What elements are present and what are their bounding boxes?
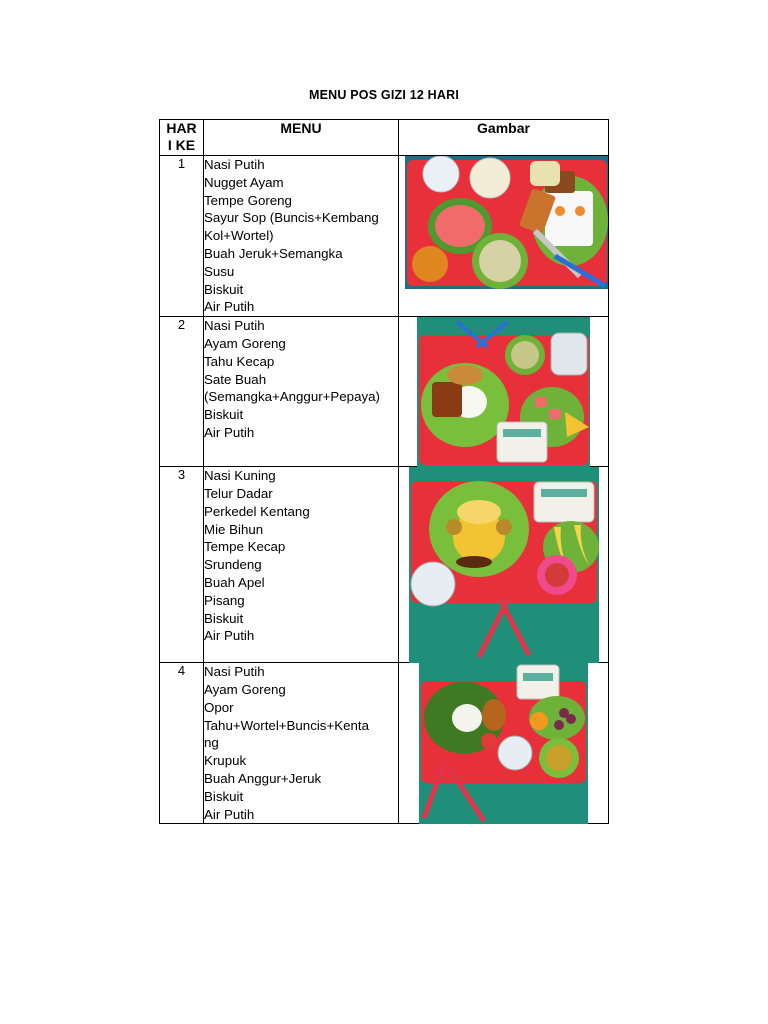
list-item: (Semangka+Anggur+Pepaya) xyxy=(204,389,380,405)
list-item: Biskuit xyxy=(204,281,244,297)
header-row xyxy=(160,120,609,156)
list-item: Tahu Kecap xyxy=(204,353,275,369)
day-header-line1: HAR xyxy=(166,120,197,136)
food-photo-day-4 xyxy=(419,663,588,824)
list-item: Tahu+Wortel+Buncis+Kenta xyxy=(204,717,369,733)
list-item: Nugget Ayam xyxy=(204,174,284,190)
list-item: Air Putih xyxy=(204,299,255,315)
table-row xyxy=(160,156,609,317)
list-item: Air Putih xyxy=(204,806,255,822)
list-item: Air Putih xyxy=(204,628,255,644)
list-item: Sate Buah xyxy=(204,371,267,387)
day-number: 3 xyxy=(160,467,204,663)
menu-table xyxy=(159,119,609,824)
menu-items-list xyxy=(204,317,399,467)
list-item: Nasi Kuning xyxy=(204,468,276,484)
day-header-line2: I KE xyxy=(167,137,196,153)
table-row xyxy=(160,663,609,824)
food-photo-day-1 xyxy=(405,156,608,289)
list-item: Mie Bihun xyxy=(204,521,264,537)
list-item: Krupuk xyxy=(204,753,247,769)
document-title: MENU POS GIZI 12 HARI xyxy=(308,88,460,102)
list-item: Tempe Goreng xyxy=(204,192,292,208)
list-item: Buah Apel xyxy=(204,574,265,590)
picture-header: Gambar xyxy=(399,120,609,156)
list-item: Biskuit xyxy=(204,407,244,423)
menu-header: MENU xyxy=(204,120,399,156)
menu-items-list xyxy=(204,156,399,317)
list-item: Perkedel Kentang xyxy=(204,503,310,519)
list-item: Ayam Goreng xyxy=(204,681,286,697)
list-item: Nasi Putih xyxy=(204,664,265,680)
list-item: Air Putih xyxy=(204,424,255,440)
list-item: Nasi Putih xyxy=(204,318,265,334)
list-item: Opor xyxy=(204,699,234,715)
list-item: Nasi Putih xyxy=(204,157,265,172)
list-item: ng xyxy=(204,735,219,751)
list-item: Tempe Kecap xyxy=(204,539,286,555)
list-item: Telur Dadar xyxy=(204,485,273,501)
list-item: Pisang xyxy=(204,592,245,608)
list-item: Buah Jeruk+Semangka xyxy=(204,245,343,261)
table-row xyxy=(160,467,609,663)
picture-cell xyxy=(399,467,609,663)
menu-items-list xyxy=(204,663,399,824)
day-number: 2 xyxy=(160,317,204,467)
menu-items-list xyxy=(204,467,399,663)
day-header xyxy=(160,120,204,156)
food-photo-day-2 xyxy=(417,317,590,467)
list-item: Kol+Wortel) xyxy=(204,228,274,244)
picture-cell xyxy=(399,156,609,317)
list-item: Ayam Goreng xyxy=(204,335,286,351)
food-photo-day-3 xyxy=(409,467,599,663)
table-row xyxy=(160,317,609,467)
day-number: 1 xyxy=(160,156,204,317)
list-item: Biskuit xyxy=(204,788,244,804)
day-number: 4 xyxy=(160,663,204,824)
list-item: Susu xyxy=(204,263,235,279)
list-item: Buah Anggur+Jeruk xyxy=(204,770,322,786)
picture-cell xyxy=(399,663,609,824)
picture-cell xyxy=(399,317,609,467)
list-item: Sayur Sop (Buncis+Kembang xyxy=(204,210,379,226)
list-item: Biskuit xyxy=(204,610,244,626)
list-item: Srundeng xyxy=(204,557,262,573)
